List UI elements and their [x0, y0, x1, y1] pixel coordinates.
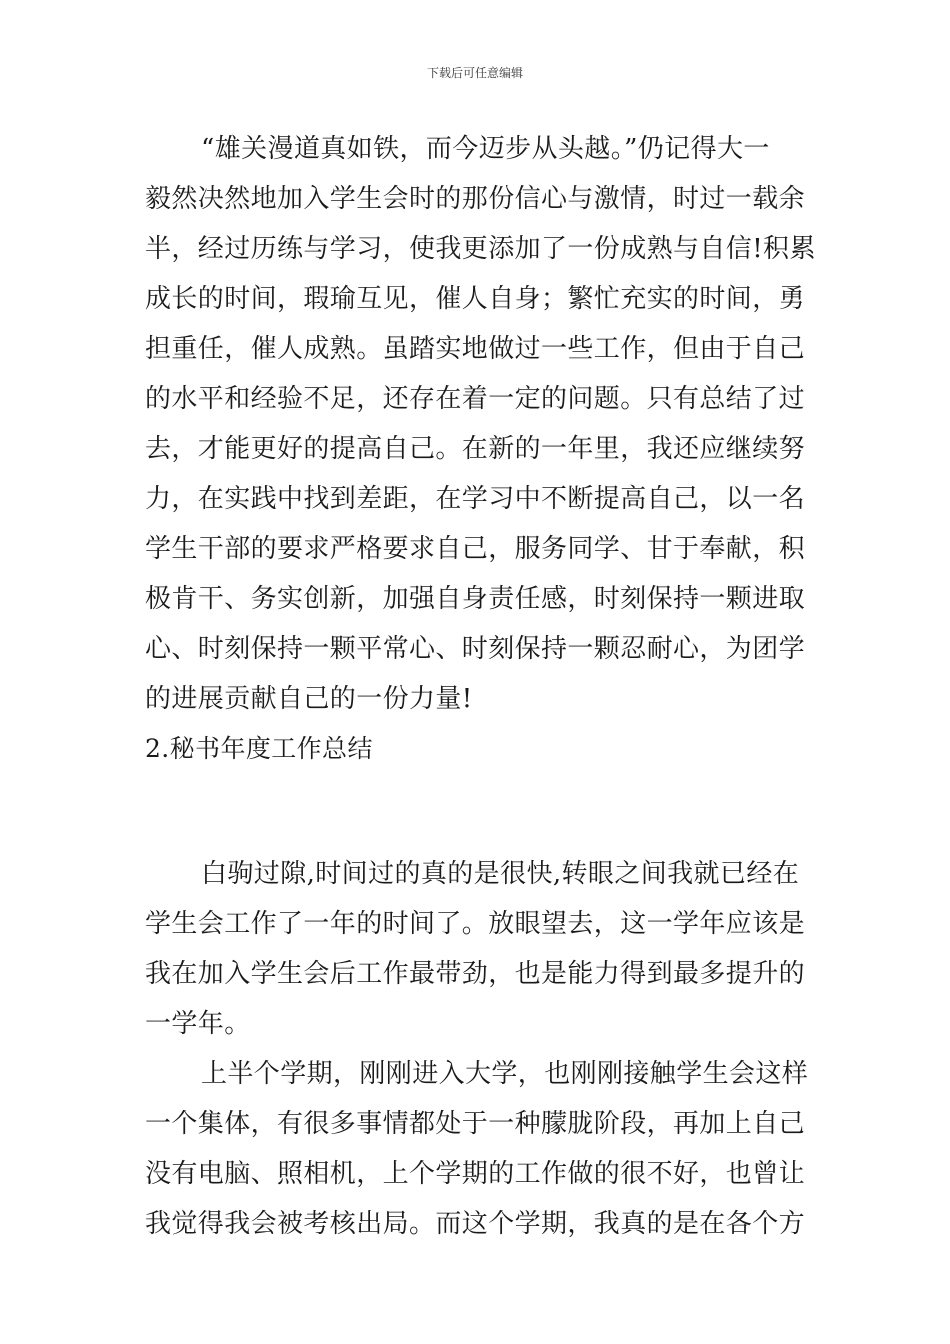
text-line: 极肯干、务实创新，加强自身责任感，时刻保持一颗进取	[145, 584, 806, 614]
text-line: 一个集体，有很多事情都处于一种朦胧阶段，再加上自己	[145, 1109, 806, 1139]
paragraph-1	[145, 124, 816, 724]
page-header: 下载后可任意编辑	[426, 66, 523, 80]
text-line: 成长的时间，瑕瑜互见，催人自身；繁忙充实的时间，勇	[145, 284, 806, 314]
section-heading: 2.秘书年度工作总结	[145, 734, 373, 763]
text-line: 我在加入学生会后工作最带劲，也是能力得到最多提升的	[145, 959, 806, 989]
text-line: 学生干部的要求严格要求自己，服务同学、甘于奉献，积	[145, 534, 806, 564]
text-line: 的水平和经验不足，还存在着一定的问题。只有总结了过	[145, 384, 806, 414]
text-line: 一学年。	[145, 1009, 251, 1039]
text-line: 担重任，催人成熟。虽踏实地做过一些工作，但由于自己	[145, 334, 806, 364]
text-line: “雄关漫道真如铁，而今迈步从头越。”仍记得大一	[201, 134, 770, 164]
text-line: 毅然决然地加入学生会时的那份信心与激情，时过一载余	[145, 184, 806, 214]
text-line: 的进展贡献自己的一份力量!	[145, 684, 473, 714]
text-line: 力，在实践中找到差距，在学习中不断提高自己，以一名	[145, 484, 806, 514]
text-line: 上半个学期，刚刚进入大学，也刚刚接触学生会这样	[201, 1059, 809, 1089]
text-line: 白驹过隙,时间过的真的是很快,转眼之间我就已经在	[201, 859, 800, 889]
text-line: 没有电脑、照相机，上个学期的工作做的很不好，也曾让	[145, 1159, 806, 1189]
text-line: 去，才能更好的提高自己。在新的一年里，我还应继续努	[145, 434, 806, 464]
document-body	[145, 124, 816, 1249]
paragraph-2	[145, 849, 807, 1049]
text-line: 学生会工作了一年的时间了。放眼望去，这一学年应该是	[145, 909, 806, 939]
paragraph-3	[145, 1049, 807, 1249]
text-line: 心、时刻保持一颗平常心、时刻保持一颗忍耐心，为团学	[145, 634, 806, 664]
text-line: 我觉得我会被考核出局。而这个学期，我真的是在各个方	[145, 1209, 806, 1239]
text-line: 半，经过历练与学习，使我更添加了一份成熟与自信!积累	[145, 234, 816, 264]
blank-spacer	[145, 774, 807, 849]
